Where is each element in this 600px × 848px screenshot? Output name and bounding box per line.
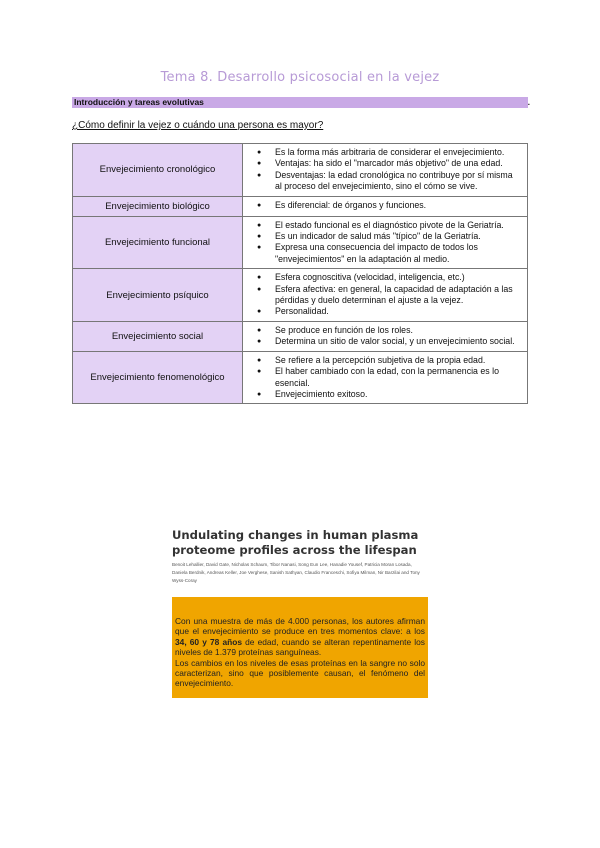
list-item: ● Es la forma más arbitraria de considerar el envejecimiento. (253, 147, 519, 158)
aging-type-description (243, 196, 528, 216)
list-item: ● Es diferencial: de órganos y funciones. (253, 200, 519, 211)
summary-text-part1: Con una muestra de más de 4.000 personas, los autores afirman que el envejecimiento se produce en tres momentos clave: a los (175, 616, 425, 637)
aging-type-description (243, 321, 528, 351)
section-heading (72, 97, 528, 108)
aging-type-description (243, 144, 528, 197)
list-item: ● Expresa una consecuencia del impacto de todos los "envejecimientos" en la adaptación al medio. (253, 242, 519, 265)
aging-type-label: Envejecimiento cronológico (73, 144, 243, 197)
list-item: ● El estado funcional es el diagnóstico pivote de la Geriatría. (253, 220, 519, 231)
paper-title: Undulating changes in human plasma proteome profiles across the lifespan (172, 528, 419, 557)
summary-box (172, 597, 428, 698)
section-heading-dot: . (527, 98, 530, 107)
table-row (73, 144, 528, 197)
question-heading: ¿Cómo definir la vejez o cuándo una persona es mayor? (72, 120, 324, 131)
bullet-list (253, 272, 519, 318)
table-row (73, 216, 528, 269)
list-item: ● Desventajas: la edad cronológica no contribuye por sí misma al proceso del envejecimiento, sino el cómo se vive. (253, 170, 519, 193)
bullet-list (253, 220, 519, 266)
list-item: ● Envejecimiento exitoso. (253, 389, 519, 400)
aging-type-label: Envejecimiento social (73, 321, 243, 351)
paper-authors: Benoit Lehallier, David Gate, Nicholas Schaum, Tibor Nanasi, Song Eun Lee, Hanadie Yousef, Patricia Moran Losada, Daniela Berdnik, Andreas Keller, Joe Verghese, Sanish Sathyan, Claudio Franceschi, Sofiya Milman, Nir Barzilai and Tony Wyss-Coray (172, 562, 420, 583)
aging-types-table (72, 143, 528, 404)
bullet-list (253, 147, 519, 193)
list-item: ● Ventajas: ha sido el "marcador más objetivo" de una edad. (253, 158, 519, 169)
paper-reference (172, 528, 428, 585)
list-item: ● Personalidad. (253, 306, 519, 317)
table-row (73, 321, 528, 351)
summary-text-part3: Los cambios en los niveles de esas proteínas en la sangre no solo caracterizan, sino que posiblemente causan, el fenómeno del envejecimiento. (175, 657, 425, 689)
table-row (73, 196, 528, 216)
aging-type-label: Envejecimiento fenomenológico (73, 351, 243, 404)
aging-type-description (243, 269, 528, 322)
list-item: ● Determina un sitio de valor social, y un envejecimiento social. (253, 336, 519, 347)
bullet-list (253, 355, 519, 401)
aging-type-label: Envejecimiento psíquico (73, 269, 243, 322)
list-item: ● Esfera afectiva: en general, la capacidad de adaptación a las pérdidas y duelo determinan el ajuste a la vejez. (253, 284, 519, 307)
list-item: ● Esfera cognoscitiva (velocidad, inteligencia, etc.) (253, 272, 519, 283)
bullet-list (253, 200, 519, 211)
list-item: ● Se refiere a la percepción subjetiva de la propia edad. (253, 355, 519, 366)
aging-type-description (243, 351, 528, 404)
section-heading-label: Introducción y tareas evolutivas (74, 97, 204, 107)
table-row (73, 269, 528, 322)
table-row (73, 351, 528, 404)
list-item: ● Es un indicador de salud más "típico" de la Geriatría. (253, 231, 519, 242)
aging-types-table-body (73, 144, 528, 404)
bullet-list (253, 325, 519, 348)
aging-type-label: Envejecimiento biológico (73, 196, 243, 216)
summary-ages: 34, 60 y 78 años (175, 636, 242, 647)
aging-type-description (243, 216, 528, 269)
aging-type-label: Envejecimiento funcional (73, 216, 243, 269)
page-title: Tema 8. Desarrollo psicosocial en la vejez (160, 70, 440, 85)
list-item: ● Se produce en función de los roles. (253, 325, 519, 336)
summary-text-part2: de edad, cuando se alteran repentinamente los niveles de 1.379 proteínas sanguíneas. (175, 636, 425, 658)
list-item: ● El haber cambiado con la edad, con la permanencia es lo esencial. (253, 366, 519, 389)
